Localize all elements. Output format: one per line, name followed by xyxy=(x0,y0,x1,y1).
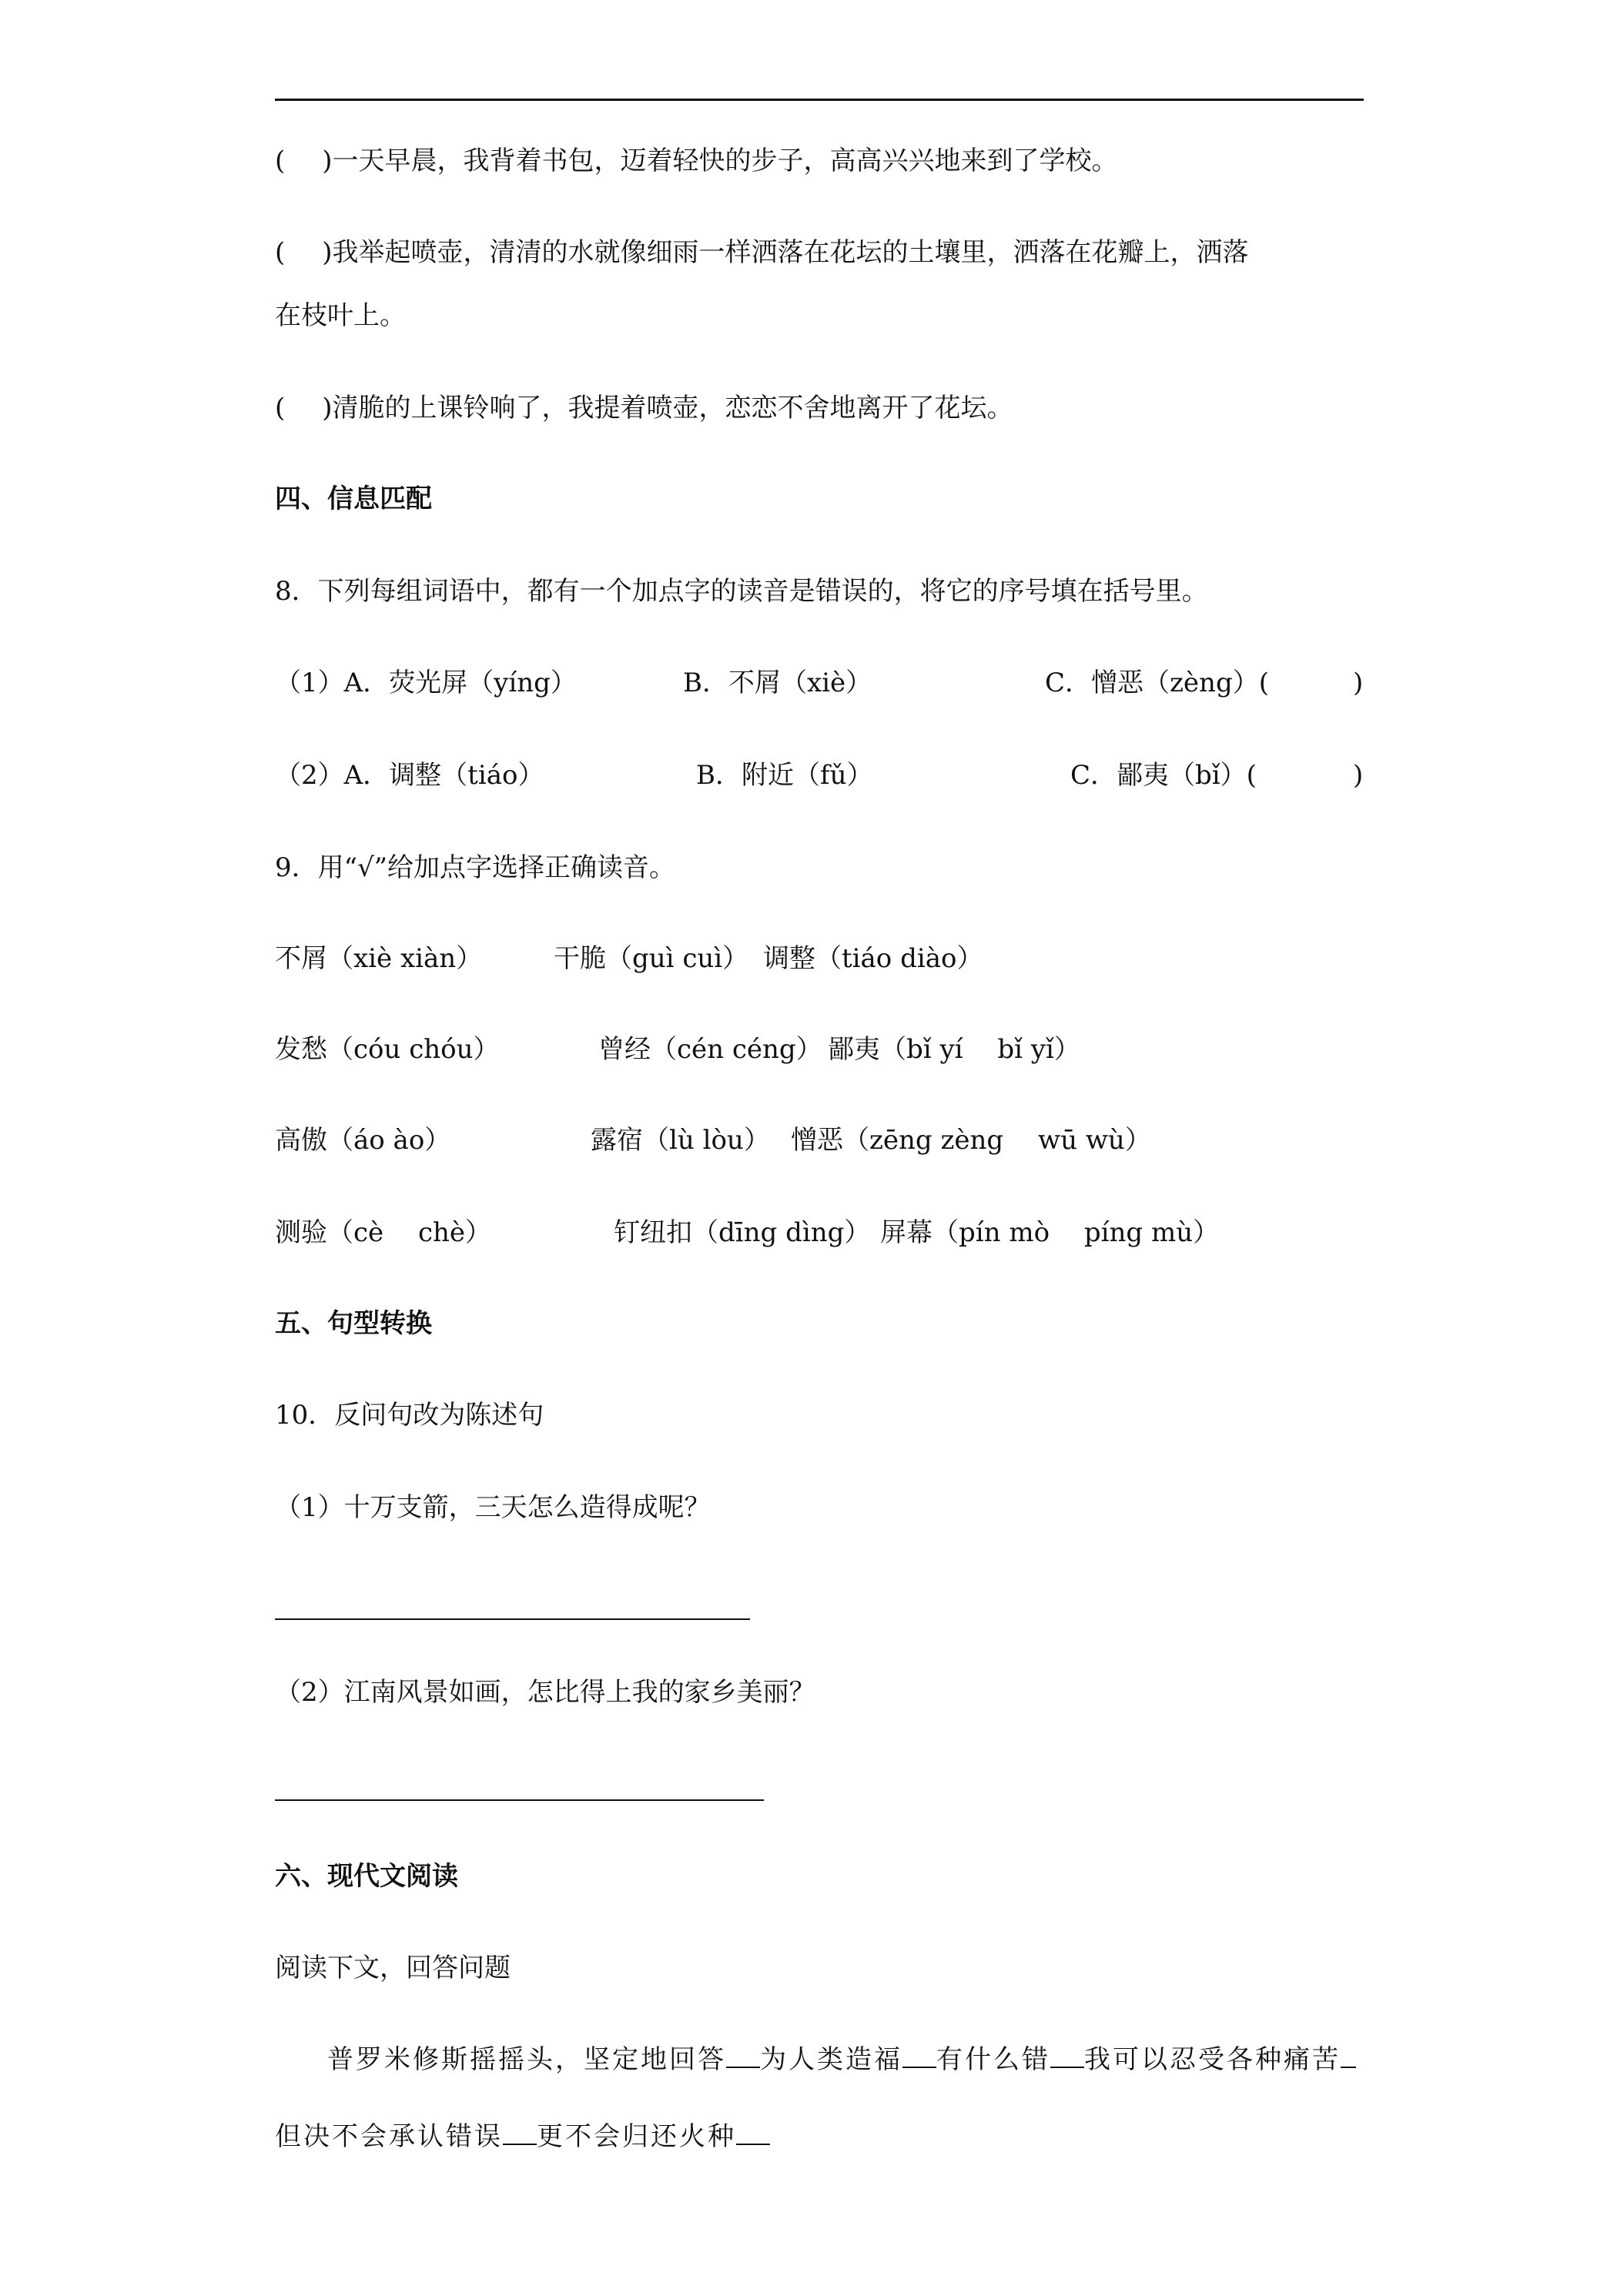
q9-item[interactable]: 干脆（guì cuì） xyxy=(554,943,749,974)
item-text: 一天早晨，我背着书包，迈着轻快的步子，高高兴兴地来到了学校。 xyxy=(332,146,1118,176)
q7-item-2-cont: 在枝叶上。 xyxy=(275,300,406,331)
paren-open: ( xyxy=(275,146,286,176)
section-heading-4: 四、信息匹配 xyxy=(275,484,432,514)
q8-row2-answer-close[interactable]: ) xyxy=(1353,760,1364,791)
section-heading-5: 五、句型转换 xyxy=(275,1308,432,1339)
q8-row1-answer-close[interactable]: ) xyxy=(1353,668,1364,698)
q9-item[interactable]: 屏幕（pín mò píng mù） xyxy=(880,1217,1220,1248)
q9-item[interactable]: 发愁（cóu chóu） xyxy=(275,1034,500,1065)
q8-row1-option-c: C．憎恶（zèng）( xyxy=(1045,668,1269,698)
paren-open: ( xyxy=(275,393,286,423)
q9-item[interactable]: 不屑（xiè xiàn） xyxy=(275,943,483,974)
reading-paragraph-line-2 xyxy=(275,2119,1364,2154)
q9-item[interactable]: 露宿（lù lòu） xyxy=(591,1125,770,1156)
passage-text: 更不会归还火种 xyxy=(537,2121,736,2152)
punctuation-blank[interactable] xyxy=(503,2120,537,2145)
q8-row1-option-b: B．不屑（xiè） xyxy=(683,668,872,698)
item-text: 我举起喷壶，清清的水就像细雨一样洒落在花坛的土壤里，洒落在花瓣上，洒落 xyxy=(332,237,1249,268)
q10-sentence-2: （2）江南风景如画，怎比得上我的家乡美丽？ xyxy=(275,1677,815,1708)
q7-item-1 xyxy=(275,143,1118,179)
paren-close: ) xyxy=(322,237,333,268)
q8-row1-option-a: （1）A．荧光屏（yíng） xyxy=(275,668,577,698)
passage-text: 为人类造福 xyxy=(760,2044,902,2075)
reading-paragraph-line-1 xyxy=(275,2042,1364,2077)
q9-item[interactable]: 鄙夷（bǐ yí bǐ yǐ） xyxy=(828,1034,1080,1065)
q10-sentence-1: （1）十万支箭，三天怎么造得成呢？ xyxy=(275,1492,711,1523)
item-text: 清脆的上课铃响了，我提着喷壶，恋恋不舍地离开了花坛。 xyxy=(332,393,1013,423)
paren-close: ) xyxy=(322,393,333,423)
passage-text: 但决不会承认错误 xyxy=(275,2121,503,2152)
punctuation-blank[interactable] xyxy=(1341,2043,1356,2068)
q9-item[interactable]: 憎恶（zēng zèng wū wù） xyxy=(791,1125,1151,1156)
reading-instruction: 阅读下文，回答问题 xyxy=(275,1953,511,1983)
q7-item-2 xyxy=(275,235,1249,270)
q9-item[interactable]: 测验（cè chè） xyxy=(275,1217,492,1248)
punctuation-blank[interactable] xyxy=(1050,2043,1084,2068)
q9-item[interactable]: 曾经（cén céng） xyxy=(598,1034,822,1065)
q9-item[interactable]: 高傲（áo ào） xyxy=(275,1125,451,1156)
q9-item[interactable]: 调整（tiáo diào） xyxy=(763,943,983,974)
q7-item-3 xyxy=(275,390,1013,426)
q9-item[interactable]: 钉纽扣（dīng dìng） xyxy=(614,1217,871,1248)
paren-close: ) xyxy=(322,146,333,176)
answer-line-2[interactable] xyxy=(275,1799,764,1801)
q8-row2-option-b: B．附近（fǔ） xyxy=(696,760,873,791)
section-heading-6: 六、现代文阅读 xyxy=(275,1861,458,1892)
q8-row2-option-a: （2）A．调整（tiáo） xyxy=(275,760,544,791)
passage-text: 有什么错 xyxy=(936,2044,1050,2075)
punctuation-blank[interactable] xyxy=(726,2043,760,2068)
answer-line-1[interactable] xyxy=(275,1618,750,1620)
punctuation-blank[interactable] xyxy=(736,2120,770,2145)
q10-prompt: 10．反问句改为陈述句 xyxy=(275,1400,544,1431)
punctuation-blank[interactable] xyxy=(902,2043,936,2068)
paren-open: ( xyxy=(275,237,286,268)
header-rule xyxy=(275,99,1364,101)
q8-row2-option-c: C．鄙夷（bǐ）( xyxy=(1070,760,1257,791)
passage-text: 普罗米修斯摇摇头，坚定地回答 xyxy=(327,2044,726,2075)
q8-prompt: 8．下列每组词语中，都有一个加点字的读音是错误的，将它的序号填在括号里。 xyxy=(275,576,1208,607)
q9-prompt: 9．用“√”给加点字选择正确读音。 xyxy=(275,852,676,883)
passage-text: 我可以忍受各种痛苦 xyxy=(1084,2044,1341,2075)
